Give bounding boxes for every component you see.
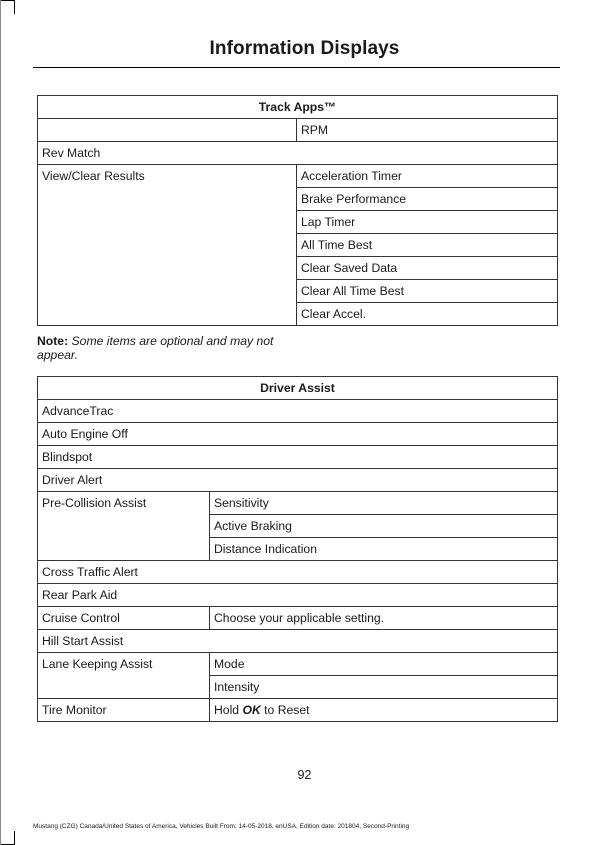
cross-traffic-alert-cell: Cross Traffic Alert [38, 561, 558, 584]
driver-assist-table [37, 376, 558, 722]
brake-performance-cell: Brake Performance [297, 188, 558, 211]
page-title: Information Displays [209, 38, 400, 59]
ok-key: OK [242, 703, 261, 717]
rear-park-aid-cell: Rear Park Aid [38, 584, 558, 607]
hill-start-assist-cell: Hill Start Assist [38, 630, 558, 653]
intensity-cell: Intensity [210, 676, 558, 699]
driver-assist-header: Driver Assist [38, 377, 558, 400]
crop-mark-top-left-v [14, 0, 15, 14]
cruise-setting-cell: Choose your applicable setting. [210, 607, 558, 630]
rev-match-cell: Rev Match [38, 142, 558, 165]
auto-engine-off-cell: Auto Engine Off [38, 423, 558, 446]
cruise-control-cell: Cruise Control [38, 607, 210, 630]
note-label: Note: [37, 334, 69, 348]
advancetrac-cell: AdvanceTrac [38, 400, 558, 423]
hold-ok-reset-cell [210, 699, 558, 722]
tire-monitor-cell: Tire Monitor [38, 699, 210, 722]
track-apps-table [37, 95, 558, 326]
crop-mark-bottom-left-v [14, 831, 15, 845]
clear-all-time-best-cell: Clear All Time Best [297, 280, 558, 303]
lane-keeping-assist-cell: Lane Keeping Assist [38, 653, 210, 699]
rpm-cell: RPM [297, 119, 558, 142]
acceleration-timer-cell: Acceleration Timer [297, 165, 558, 188]
blindspot-cell: Blindspot [38, 446, 558, 469]
sensitivity-cell: Sensitivity [210, 492, 558, 515]
mode-cell: Mode [210, 653, 558, 676]
hold-prefix: Hold [214, 703, 240, 717]
active-braking-cell: Active Braking [210, 515, 558, 538]
crop-mark-top-left [0, 0, 14, 1]
pre-collision-assist-cell: Pre-Collision Assist [38, 492, 210, 561]
title-rule [33, 67, 560, 68]
clear-accel-cell: Clear Accel. [297, 303, 558, 326]
clear-saved-data-cell: Clear Saved Data [297, 257, 558, 280]
hold-suffix: to Reset [264, 703, 310, 717]
page-number: 92 [297, 768, 312, 782]
footer-text: Mustang (CZG) Canada/United States of America, Vehicles Built From: 14-05-2018, enUSA, Edition date: 201804, Second-Printing [33, 823, 410, 830]
track-apps-header: Track Apps™ [38, 96, 558, 119]
empty-cell [38, 119, 297, 142]
driver-alert-cell: Driver Alert [38, 469, 558, 492]
all-time-best-cell: All Time Best [297, 234, 558, 257]
note-text: Some items are optional and may not appear. [37, 334, 274, 362]
distance-indication-cell: Distance Indication [210, 538, 558, 561]
crop-mark-left-edge [0, 0, 1, 845]
view-clear-results-cell: View/Clear Results [38, 165, 297, 326]
note [37, 334, 287, 362]
lap-timer-cell: Lap Timer [297, 211, 558, 234]
